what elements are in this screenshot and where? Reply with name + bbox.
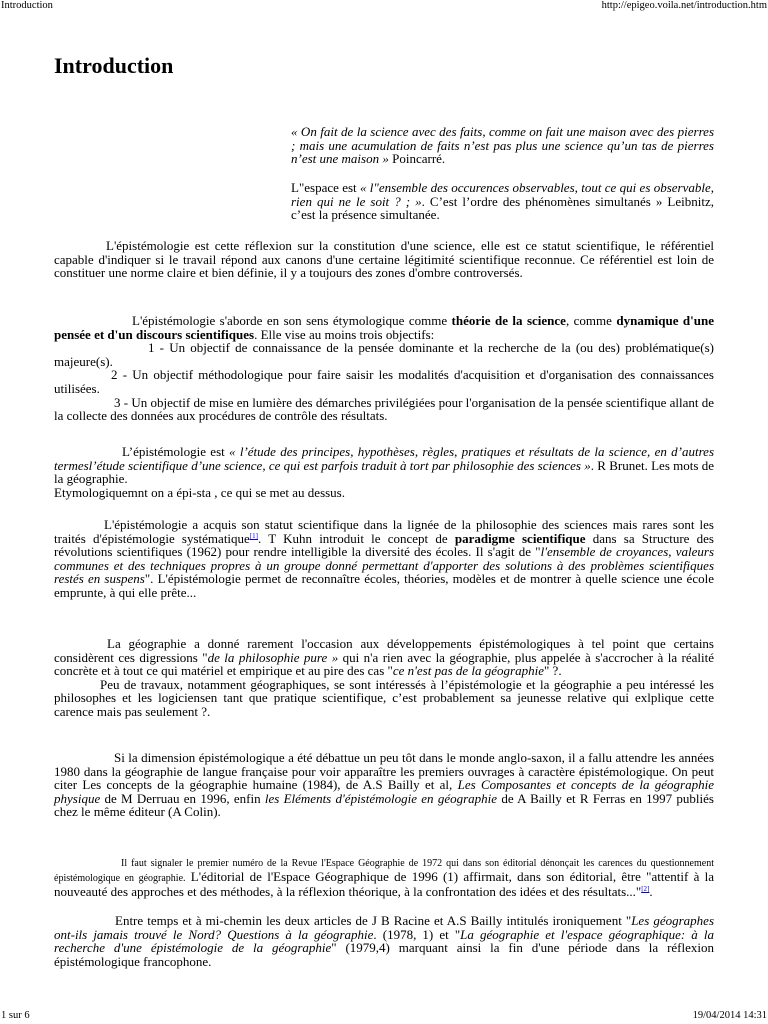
quote-leibniz [291,181,714,222]
footnote-link-1[interactable]: [1] [249,531,258,540]
kuhn-text1: L'épistémologie a acquis son statut scientifique dans la lignée de la philosophie des sciences mais rares sont les traités d'épistémologie systématique [54,517,714,546]
objectives-bold-dynamics: dynamique d'une pensée et d'un discours scientifiques [54,313,715,342]
anglo-text3: de A Bailly et R Ferras en 1997 publiés chez le même éditeur (A Colin). [54,790,714,820]
geography-text3: " ?. [544,663,562,679]
quote-poincare-text: « On fait de la science avec des faits, comme on fait une maison avec des pierres ; mais une acumulation de faits n’est pas plus une science qu’un tas de pierres n’est une maison » [291,124,714,167]
page-heading: Introduction [54,53,174,78]
quote-poincare [291,125,714,166]
footnote-link-2[interactable]: [2] [641,885,650,893]
editorial-text1: L'éditorial de l'Espace Géographique de 1996 (1) affirmait, dans son éditorial, être "attentif à la nouveauté des approches et des méthodes, à la réflexion théorique, à la confrontation des idées et des résultats..." [54,869,714,899]
racine-text2: . (1978, 1) et " [373,926,461,942]
geography-italic2: ce n'est pas de la géographie [392,663,544,679]
paragraph-kuhn [54,518,714,600]
browser-footer [0,1010,768,1022]
objective-2: 2 - Un objectif méthodologique pour faire saisir les modalités d'acquisition et d'organisation des connaissances utilisées. [54,367,714,396]
quote-leibniz-suffix: . C’est l’ordre des phénomènes simultanés » Leibnitz, c’est la présence simultanée. [291,193,714,223]
kuhn-quote: l'ensemble de croyances, valeurs communes et des techniques propres à un groupe donné permettant d'apporter des solutions à des problèmes scientifiques restés en suspens [54,544,714,587]
objectives-intro-text: L'épistémologie s'aborde en son sens étymologique comme [132,313,452,328]
paragraph-geography [54,637,714,719]
objective-3: 3 - Un objectif de mise en lumière des démarches privilégiées pour l'organisation de la pensée scientifique allant de la collecte des données aux procédures de contrôle des résultats. [54,394,714,424]
paragraph-anglo-saxon [54,751,714,819]
racine-italic1: Les géographes ont-ils jamais trouvé le Nord? Questions à la géographie [54,913,715,942]
geography-line2: Peu de travaux, notamment géographiques, se sont intéressés à l’épistémologie et la géographie a peu intéressé les philosophes et les logiciensen tant que pratique scientifique, c’est probablement sa jeunesse relative qui exlplique cette carence mais pas seulement ?. [54,676,714,719]
quote-poincare-author: Poincarré. [388,151,446,167]
editorial-text2: . [649,884,653,899]
anglo-text2: de M Derruau en 1996, enfin [100,790,265,806]
paragraph-definition-text: L'épistémologie est cette réflexion sur la constitution d'une science, elle est ce statut scientifique, le référentiel capable d'indiquer si le travail répond aux canons d'une certaine légitimité scientifique reconnue. Ce référentiel est loin de constituer une norme claire et bien définie, il y a toujours des zones d'ombre controversés. [54,238,714,281]
geography-italic1: de la philosophie pure » [207,649,339,665]
racine-italic2: La géographie et l'espace géographique: à la recherche d'une épistémologie de la géographie [54,926,714,956]
objectives-bold-theory: théorie de la science [451,313,566,328]
brunet-quote: « l’étude des principes, hypothèses, règles, pratiques et résultats de la science, en d’autres termesl’étude scientifique d’une science, ce qui est parfois traduit à tort par philosophie des sciences » [54,444,715,473]
paragraph-brunet [54,445,714,499]
page-title-header: Introduction [1,0,53,11]
kuhn-text4: ". L'épistémologie permet de reconnaître écoles, théories, modèles et de montrer à quelle science une école emprunte, à qui elle prête... [54,571,714,600]
geography-text1: La géographie a donné rarement l'occasion aux développements épistémologiques à tel point que certains considèrent ces digressions " [54,636,714,665]
objectives-intro-text2: , comme [565,313,617,328]
page-counter: 1 sur 6 [1,1010,30,1021]
browser-header [0,0,768,12]
racine-text1: Entre temps et à mi-chemin les deux articles de J B Racine et A.S Bailly intitulés ironiquement " [115,913,632,928]
objectives-intro-text3: . Elle vise au moins trois objectifs: [254,326,435,342]
brunet-source: . R Brunet. Les mots de la géographie. [54,457,714,487]
objective-1: 1 - Un objectif de connaissance de la pensée dominante et la recherche de la (ou des) problématique(s) majeure(s). [54,340,714,369]
print-datetime: 19/04/2014 14:31 [692,1010,767,1021]
racine-text3: " (1979,4) marquant ainsi la fin d'une période dans la réflexion épistémologique francophone. [54,940,714,969]
geography-text2: qui n'a rien avec la géographie, plus appelée à s'accrocher à la réalité concrète et à tout ce qui matériel et empirique et au pire des cas " [54,649,715,679]
anglo-italic2: les Eléments d'épistémologie en géographie [264,790,498,806]
paragraph-objectives [54,314,714,423]
paragraph-editorial [54,855,714,899]
editorial-small-text: Il faut signaler le premier numéro de la Revue l'Espace Géographie de 1972 qui dans son éditorial dénonçait les carences du questionnement épistémologique en géographie. [54,858,714,884]
brunet-text1: L’épistémologie est [122,444,230,459]
quote-leibniz-italic: « l"ensemble des occurences observables, tout ce qui es observable, rien qui ne le soit ? ; » [291,180,714,209]
page-url: http://epigeo.voila.net/introduction.htm [601,0,767,11]
paragraph-definition [54,239,714,280]
etymology-line: Etymologiquemnt on a épi-sta , ce qui se met au dessus. [54,484,345,500]
anglo-text1: Si la dimension épistémologique a été débattue un peu tôt dans le monde anglo-saxon, il a fallu attendre les années 1980 dans la géographie de langue française pour voir apparaître les premiers ouvrages à caractère épistémologique. On peut citer Les concepts de la géographie humaine (1984), de A.S Bailly et al, [54,750,714,793]
kuhn-text2: . T Kuhn introduit le concept de [257,530,455,546]
kuhn-bold-paradigm: paradigme scientifique [454,530,586,546]
paragraph-racine-bailly [54,914,714,968]
quote-leibniz-prefix: L"espace est [291,180,360,195]
kuhn-text3: dans sa Structure des révolutions scientifiques (1962) pour rendre intelligible la diversité des écoles. Il s'agit de " [54,530,714,560]
anglo-italic1: Les Composantes et concepts de la géographie physique [54,777,714,806]
